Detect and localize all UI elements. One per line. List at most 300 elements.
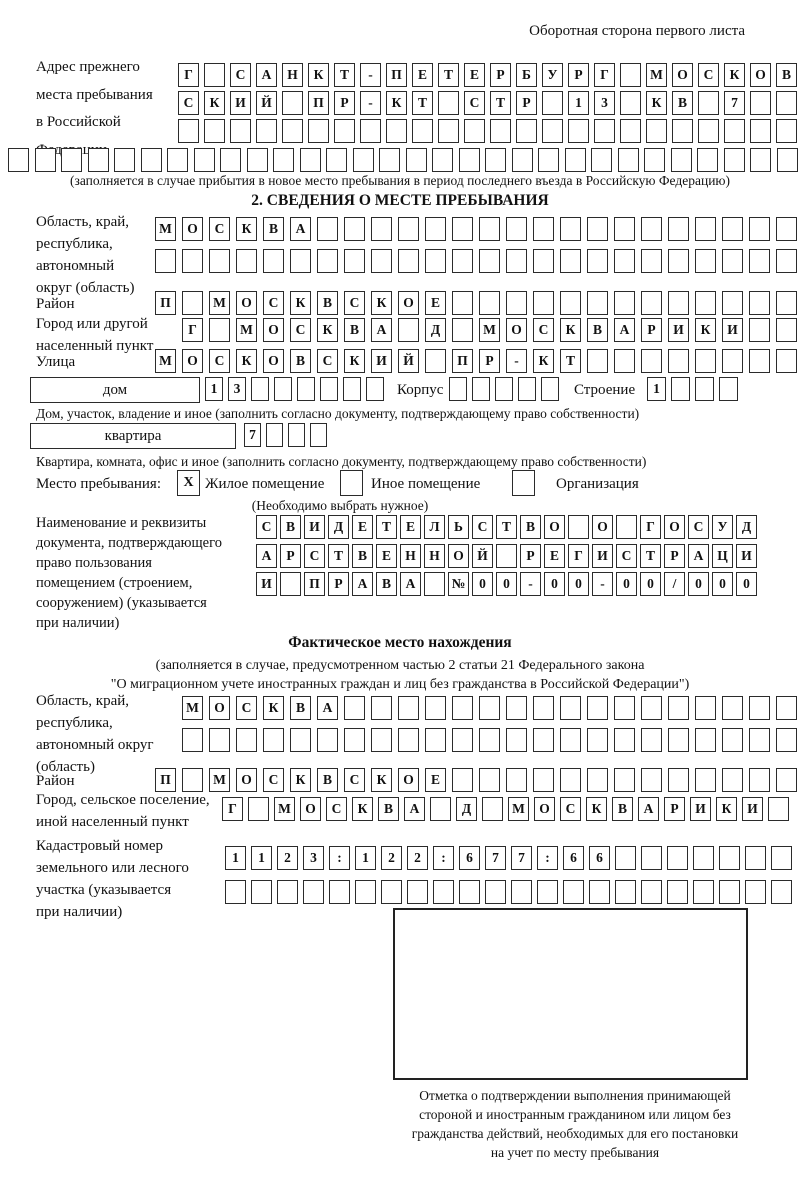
- char-box[interactable]: О: [263, 318, 284, 342]
- char-box[interactable]: С: [304, 544, 325, 568]
- char-box[interactable]: [695, 728, 716, 752]
- char-box[interactable]: А: [404, 797, 425, 821]
- char-box[interactable]: Е: [425, 291, 446, 315]
- char-box[interactable]: [204, 119, 225, 143]
- char-box[interactable]: С: [326, 797, 347, 821]
- char-box[interactable]: И: [592, 544, 613, 568]
- char-box[interactable]: К: [308, 63, 329, 87]
- char-box[interactable]: 0: [616, 572, 637, 596]
- char-box[interactable]: [563, 880, 584, 904]
- char-box[interactable]: О: [398, 291, 419, 315]
- char-box[interactable]: [290, 249, 311, 273]
- char-box[interactable]: [266, 423, 283, 447]
- char-box[interactable]: 6: [563, 846, 584, 870]
- char-box[interactable]: [182, 249, 203, 273]
- char-box[interactable]: [479, 768, 500, 792]
- char-box[interactable]: К: [386, 91, 407, 115]
- char-box[interactable]: К: [371, 768, 392, 792]
- char-box[interactable]: [591, 148, 612, 172]
- char-box[interactable]: [452, 728, 473, 752]
- char-box[interactable]: Е: [352, 515, 373, 539]
- char-box[interactable]: В: [672, 91, 693, 115]
- char-box[interactable]: 3: [303, 846, 324, 870]
- char-box[interactable]: [449, 377, 467, 401]
- char-box[interactable]: С: [688, 515, 709, 539]
- char-box[interactable]: 7: [244, 423, 261, 447]
- char-box[interactable]: [290, 728, 311, 752]
- char-box[interactable]: 0: [472, 572, 493, 596]
- char-box[interactable]: М: [182, 696, 203, 720]
- char-box[interactable]: [749, 217, 770, 241]
- char-box[interactable]: [485, 880, 506, 904]
- char-box[interactable]: О: [750, 63, 771, 87]
- char-box[interactable]: [432, 148, 453, 172]
- char-box[interactable]: К: [236, 217, 257, 241]
- char-box[interactable]: [251, 880, 272, 904]
- char-box[interactable]: О: [506, 318, 527, 342]
- char-box[interactable]: 0: [640, 572, 661, 596]
- char-box[interactable]: [236, 728, 257, 752]
- char-box[interactable]: [182, 728, 203, 752]
- char-box[interactable]: К: [352, 797, 373, 821]
- char-box[interactable]: -: [360, 63, 381, 87]
- char-box[interactable]: Ц: [712, 544, 733, 568]
- char-box[interactable]: О: [534, 797, 555, 821]
- char-box[interactable]: П: [452, 349, 473, 373]
- char-box[interactable]: [776, 349, 797, 373]
- char-box[interactable]: А: [256, 63, 277, 87]
- char-box[interactable]: К: [586, 797, 607, 821]
- char-box[interactable]: [251, 377, 269, 401]
- char-box[interactable]: [693, 846, 714, 870]
- char-box[interactable]: [379, 148, 400, 172]
- char-box[interactable]: 3: [594, 91, 615, 115]
- char-box[interactable]: [745, 846, 766, 870]
- char-box[interactable]: [343, 377, 361, 401]
- char-box[interactable]: Р: [334, 91, 355, 115]
- char-box[interactable]: Т: [560, 349, 581, 373]
- char-box[interactable]: [614, 696, 635, 720]
- char-box[interactable]: А: [614, 318, 635, 342]
- char-box[interactable]: [614, 249, 635, 273]
- char-box[interactable]: -: [506, 349, 527, 373]
- char-box[interactable]: Е: [425, 768, 446, 792]
- char-box[interactable]: [614, 768, 635, 792]
- char-box[interactable]: [317, 217, 338, 241]
- char-box[interactable]: [310, 423, 327, 447]
- char-box[interactable]: [722, 696, 743, 720]
- char-box[interactable]: М: [155, 349, 176, 373]
- char-box[interactable]: [482, 797, 503, 821]
- char-box[interactable]: М: [209, 291, 230, 315]
- char-box[interactable]: А: [400, 572, 421, 596]
- char-box[interactable]: [695, 377, 714, 401]
- char-box[interactable]: [430, 797, 451, 821]
- char-box[interactable]: А: [317, 696, 338, 720]
- char-box[interactable]: [719, 377, 738, 401]
- char-box[interactable]: [511, 880, 532, 904]
- char-box[interactable]: Р: [568, 63, 589, 87]
- char-box[interactable]: Д: [736, 515, 757, 539]
- char-box[interactable]: [719, 880, 740, 904]
- char-box[interactable]: -: [360, 91, 381, 115]
- char-box[interactable]: [667, 880, 688, 904]
- char-box[interactable]: [263, 728, 284, 752]
- char-box[interactable]: О: [448, 544, 469, 568]
- char-box[interactable]: [182, 768, 203, 792]
- char-box[interactable]: [776, 696, 797, 720]
- char-box[interactable]: 3: [228, 377, 246, 401]
- char-box[interactable]: [479, 728, 500, 752]
- checkbox-organization[interactable]: [512, 470, 535, 496]
- char-box[interactable]: О: [300, 797, 321, 821]
- char-box[interactable]: [398, 728, 419, 752]
- char-box[interactable]: [533, 249, 554, 273]
- char-box[interactable]: [317, 249, 338, 273]
- char-box[interactable]: [236, 249, 257, 273]
- char-box[interactable]: [263, 249, 284, 273]
- char-box[interactable]: Е: [400, 515, 421, 539]
- char-box[interactable]: [719, 846, 740, 870]
- char-box[interactable]: [616, 515, 637, 539]
- char-box[interactable]: [695, 217, 716, 241]
- char-box[interactable]: [533, 768, 554, 792]
- char-box[interactable]: [518, 377, 536, 401]
- char-box[interactable]: [317, 728, 338, 752]
- char-box[interactable]: [641, 846, 662, 870]
- char-box[interactable]: О: [182, 217, 203, 241]
- char-box[interactable]: [334, 119, 355, 143]
- char-box[interactable]: Р: [641, 318, 662, 342]
- char-box[interactable]: [776, 119, 797, 143]
- char-box[interactable]: [452, 318, 473, 342]
- char-box[interactable]: С: [236, 696, 257, 720]
- char-box[interactable]: [533, 728, 554, 752]
- char-box[interactable]: [587, 728, 608, 752]
- char-box[interactable]: [614, 349, 635, 373]
- char-box[interactable]: [722, 249, 743, 273]
- char-box[interactable]: А: [256, 544, 277, 568]
- char-box[interactable]: [425, 728, 446, 752]
- char-box[interactable]: Й: [256, 91, 277, 115]
- char-box[interactable]: С: [533, 318, 554, 342]
- char-box[interactable]: Ь: [448, 515, 469, 539]
- char-box[interactable]: О: [544, 515, 565, 539]
- char-box[interactable]: [776, 91, 797, 115]
- char-box[interactable]: 6: [459, 846, 480, 870]
- char-box[interactable]: [288, 423, 305, 447]
- char-box[interactable]: П: [386, 63, 407, 87]
- char-box[interactable]: [749, 349, 770, 373]
- char-box[interactable]: Т: [412, 91, 433, 115]
- char-box[interactable]: 0: [712, 572, 733, 596]
- char-box[interactable]: [668, 349, 689, 373]
- char-box[interactable]: [594, 119, 615, 143]
- char-box[interactable]: [355, 880, 376, 904]
- char-box[interactable]: [479, 249, 500, 273]
- char-box[interactable]: У: [542, 63, 563, 87]
- char-box[interactable]: [668, 696, 689, 720]
- char-box[interactable]: В: [317, 291, 338, 315]
- char-box[interactable]: Г: [568, 544, 589, 568]
- char-box[interactable]: [698, 91, 719, 115]
- char-box[interactable]: [671, 148, 692, 172]
- char-box[interactable]: С: [263, 768, 284, 792]
- char-box[interactable]: [452, 768, 473, 792]
- char-box[interactable]: [560, 768, 581, 792]
- char-box[interactable]: [459, 148, 480, 172]
- char-box[interactable]: Г: [640, 515, 661, 539]
- char-box[interactable]: [533, 217, 554, 241]
- char-box[interactable]: [452, 249, 473, 273]
- char-box[interactable]: [776, 728, 797, 752]
- char-box[interactable]: И: [230, 91, 251, 115]
- char-box[interactable]: [209, 728, 230, 752]
- char-box[interactable]: М: [479, 318, 500, 342]
- char-box[interactable]: А: [290, 217, 311, 241]
- char-box[interactable]: [641, 728, 662, 752]
- char-box[interactable]: 0: [736, 572, 757, 596]
- char-box[interactable]: П: [304, 572, 325, 596]
- char-box[interactable]: [424, 572, 445, 596]
- char-box[interactable]: [615, 880, 636, 904]
- char-box[interactable]: [537, 880, 558, 904]
- char-box[interactable]: [749, 318, 770, 342]
- char-box[interactable]: В: [290, 696, 311, 720]
- char-box[interactable]: С: [698, 63, 719, 87]
- char-box[interactable]: [425, 349, 446, 373]
- char-box[interactable]: [516, 119, 537, 143]
- char-box[interactable]: К: [263, 696, 284, 720]
- char-box[interactable]: [668, 768, 689, 792]
- char-box[interactable]: К: [646, 91, 667, 115]
- char-box[interactable]: [506, 728, 527, 752]
- char-box[interactable]: [620, 63, 641, 87]
- char-box[interactable]: [204, 63, 225, 87]
- char-box[interactable]: 2: [381, 846, 402, 870]
- char-box[interactable]: Г: [222, 797, 243, 821]
- char-box[interactable]: [750, 119, 771, 143]
- char-box[interactable]: -: [520, 572, 541, 596]
- char-box[interactable]: [425, 249, 446, 273]
- char-box[interactable]: 1: [355, 846, 376, 870]
- char-box[interactable]: [750, 91, 771, 115]
- char-box[interactable]: [641, 880, 662, 904]
- char-box[interactable]: [277, 880, 298, 904]
- char-box[interactable]: [620, 91, 641, 115]
- char-box[interactable]: [452, 291, 473, 315]
- char-box[interactable]: [425, 696, 446, 720]
- char-box[interactable]: К: [716, 797, 737, 821]
- char-box[interactable]: [464, 119, 485, 143]
- char-box[interactable]: [398, 217, 419, 241]
- char-box[interactable]: Р: [520, 544, 541, 568]
- char-box[interactable]: Й: [398, 349, 419, 373]
- char-box[interactable]: М: [646, 63, 667, 87]
- char-box[interactable]: 0: [568, 572, 589, 596]
- char-box[interactable]: Р: [328, 572, 349, 596]
- char-box[interactable]: С: [616, 544, 637, 568]
- char-box[interactable]: Т: [490, 91, 511, 115]
- char-box[interactable]: Т: [640, 544, 661, 568]
- char-box[interactable]: Т: [334, 63, 355, 87]
- char-box[interactable]: [479, 217, 500, 241]
- char-box[interactable]: 7: [511, 846, 532, 870]
- char-box[interactable]: Б: [516, 63, 537, 87]
- char-box[interactable]: :: [433, 846, 454, 870]
- char-box[interactable]: [533, 291, 554, 315]
- char-box[interactable]: О: [263, 349, 284, 373]
- char-box[interactable]: К: [204, 91, 225, 115]
- char-box[interactable]: С: [230, 63, 251, 87]
- char-box[interactable]: [722, 349, 743, 373]
- char-box[interactable]: [490, 119, 511, 143]
- char-box[interactable]: И: [690, 797, 711, 821]
- char-box[interactable]: [568, 119, 589, 143]
- char-box[interactable]: В: [263, 217, 284, 241]
- char-box[interactable]: 0: [496, 572, 517, 596]
- char-box[interactable]: С: [472, 515, 493, 539]
- char-box[interactable]: [771, 880, 792, 904]
- char-box[interactable]: [8, 148, 29, 172]
- char-box[interactable]: [644, 148, 665, 172]
- char-box[interactable]: 1: [568, 91, 589, 115]
- char-box[interactable]: [280, 572, 301, 596]
- char-box[interactable]: С: [178, 91, 199, 115]
- char-box[interactable]: [776, 291, 797, 315]
- char-box[interactable]: Р: [479, 349, 500, 373]
- char-box[interactable]: [776, 249, 797, 273]
- char-box[interactable]: [303, 880, 324, 904]
- char-box[interactable]: 1: [205, 377, 223, 401]
- char-box[interactable]: [61, 148, 82, 172]
- char-box[interactable]: [776, 768, 797, 792]
- char-box[interactable]: [495, 377, 513, 401]
- char-box[interactable]: [777, 148, 798, 172]
- char-box[interactable]: Д: [328, 515, 349, 539]
- char-box[interactable]: [407, 880, 428, 904]
- char-box[interactable]: [560, 249, 581, 273]
- char-box[interactable]: [541, 377, 559, 401]
- char-box[interactable]: [496, 544, 517, 568]
- char-box[interactable]: [506, 696, 527, 720]
- char-box[interactable]: [320, 377, 338, 401]
- char-box[interactable]: [668, 728, 689, 752]
- char-box[interactable]: [587, 249, 608, 273]
- char-box[interactable]: [698, 119, 719, 143]
- char-box[interactable]: [273, 148, 294, 172]
- char-box[interactable]: М: [508, 797, 529, 821]
- char-box[interactable]: С: [290, 318, 311, 342]
- char-box[interactable]: В: [376, 572, 397, 596]
- char-box[interactable]: [641, 291, 662, 315]
- char-box[interactable]: Н: [400, 544, 421, 568]
- char-box[interactable]: В: [290, 349, 311, 373]
- char-box[interactable]: [614, 728, 635, 752]
- char-box[interactable]: В: [612, 797, 633, 821]
- char-box[interactable]: [506, 249, 527, 273]
- char-box[interactable]: 0: [544, 572, 565, 596]
- char-box[interactable]: [371, 217, 392, 241]
- char-box[interactable]: Г: [178, 63, 199, 87]
- char-box[interactable]: Н: [282, 63, 303, 87]
- char-box[interactable]: И: [304, 515, 325, 539]
- char-box[interactable]: 1: [251, 846, 272, 870]
- char-box[interactable]: О: [398, 768, 419, 792]
- char-box[interactable]: К: [317, 318, 338, 342]
- char-box[interactable]: [178, 119, 199, 143]
- char-box[interactable]: [485, 148, 506, 172]
- char-box[interactable]: [344, 696, 365, 720]
- char-box[interactable]: [459, 880, 480, 904]
- char-box[interactable]: [672, 119, 693, 143]
- char-box[interactable]: [668, 217, 689, 241]
- char-box[interactable]: [371, 728, 392, 752]
- char-box[interactable]: [194, 148, 215, 172]
- char-box[interactable]: [614, 291, 635, 315]
- char-box[interactable]: [425, 217, 446, 241]
- char-box[interactable]: М: [274, 797, 295, 821]
- char-box[interactable]: 2: [407, 846, 428, 870]
- char-box[interactable]: Д: [456, 797, 477, 821]
- char-box[interactable]: А: [688, 544, 709, 568]
- char-box[interactable]: [695, 768, 716, 792]
- char-box[interactable]: К: [236, 349, 257, 373]
- char-box[interactable]: Г: [594, 63, 615, 87]
- char-box[interactable]: [438, 91, 459, 115]
- char-box[interactable]: [248, 797, 269, 821]
- char-box[interactable]: [88, 148, 109, 172]
- char-box[interactable]: [344, 728, 365, 752]
- char-box[interactable]: [750, 148, 771, 172]
- char-box[interactable]: В: [587, 318, 608, 342]
- char-box[interactable]: [412, 119, 433, 143]
- char-box[interactable]: 7: [485, 846, 506, 870]
- char-box[interactable]: Е: [544, 544, 565, 568]
- char-box[interactable]: К: [290, 768, 311, 792]
- char-box[interactable]: В: [520, 515, 541, 539]
- char-box[interactable]: П: [308, 91, 329, 115]
- char-box[interactable]: Д: [425, 318, 446, 342]
- char-box[interactable]: А: [371, 318, 392, 342]
- char-box[interactable]: :: [329, 846, 350, 870]
- char-box[interactable]: [587, 217, 608, 241]
- char-box[interactable]: [274, 377, 292, 401]
- char-box[interactable]: 2: [277, 846, 298, 870]
- char-box[interactable]: К: [533, 349, 554, 373]
- char-box[interactable]: С: [317, 349, 338, 373]
- char-box[interactable]: У: [712, 515, 733, 539]
- char-box[interactable]: 1: [647, 377, 666, 401]
- char-box[interactable]: Т: [328, 544, 349, 568]
- char-box[interactable]: [398, 696, 419, 720]
- char-box[interactable]: [745, 880, 766, 904]
- char-box[interactable]: Е: [376, 544, 397, 568]
- char-box[interactable]: [668, 291, 689, 315]
- char-box[interactable]: [386, 119, 407, 143]
- char-box[interactable]: [542, 91, 563, 115]
- char-box[interactable]: [398, 249, 419, 273]
- char-box[interactable]: [326, 148, 347, 172]
- char-box[interactable]: [230, 119, 251, 143]
- char-box[interactable]: [560, 696, 581, 720]
- char-box[interactable]: С: [464, 91, 485, 115]
- char-box[interactable]: [452, 696, 473, 720]
- char-box[interactable]: О: [182, 349, 203, 373]
- char-box[interactable]: [749, 696, 770, 720]
- char-box[interactable]: [344, 249, 365, 273]
- char-box[interactable]: [722, 217, 743, 241]
